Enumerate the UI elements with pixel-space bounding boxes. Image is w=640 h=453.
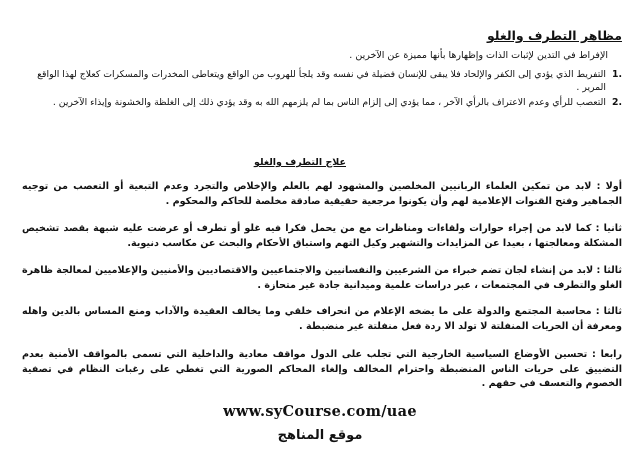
footer-url: www.syCourse.com/uae [223,403,417,420]
list-item-text: التفريط الذي يؤدي إلى الكفر والإلحاد فلا يبقى للإنسان فضيلة في نفسه وقد يلجأ للهروب من الواقع ويتعاطى المخدرات والمسكرات كعلاج لهذا الواقع المرير . [37,69,606,93]
paragraph: أولا : لابد من تمكين العلماء الربانيين المخلصين والمشهود لهم بالعلم والإخلاص والتجرد وعدم التبعية أو التعصب من توجيه الجماهير وفتح القنوات الإعلامية لهم وأن يكونوا مرجعية حقيقية صادقة مخلصة للحاكم والمحكوم . [22,181,622,207]
footer-site-name: موقع المناهج [277,428,363,443]
list-item-text: التعصب للرأي وعدم الاعتراف بالرأي الآخر ، مما يؤدي إلى إلزام الناس بما لم يلزمهم الله به وقد يؤدي ذلك إلى الغلظة والخشونة وإيذاء الآخرين . [52,97,606,108]
list-item [22,68,622,94]
paragraph: ثالثا : محاسبة المجتمع والدولة على ما يضخه الإعلام من انحراف خلقي وما يخالف العقيدة والآداب ومنع المساس بالدين واهله ومعرفة أن الحريات المنفلتة لا تولد الا ردة فعل منفلتة غير منضبطة . [22,306,622,332]
list-item-number: 1. [611,69,622,80]
list-item-number: 2. [611,97,622,108]
paragraph: ثانيا : كما لابد من إجراء حوارات ولقاءات ومناظرات مع من يحمل فكرا فيه غلو أو تطرف أو عرضت عليه شبهة بقصد تشخيص المشكلة ومعالجتها ، بعيدا عن المزايدات والتشهير وكيل التهم واستباق الأحكام والبحث عن مكاسب دنيوية. [22,223,622,249]
section-title: علاج التطرف والغلو [254,157,346,168]
list-item [22,96,622,109]
paragraph: رابعا : تحسين الأوضاع السياسية الخارجية التي تجلب على الدول مواقف معادية والداخلية التي تسمى بالمواقف الأمنية بعدم التضييق على حريات الناس المنضبطة واحترام المخالف وإلغاء المحاكم الصورية التي تغطي على رغبات النظام في تصفية الخصوم والتعسف في حقهم . [22,349,622,389]
page-title: مظاهر التطرف والغلو [486,28,622,43]
intro-text: الإفراط في التدين لإثبات الذات وإظهارها بأنها مميزة عن الآخرين . [349,50,608,61]
paragraph: ثالثا : لابد من إنشاء لجان تضم خبراء من الشرعيين والنفسانيين والاجتماعيين والاقتصاديين والأمنيين والإعلاميين لمعالجة ظاهرة الغلو والتطرف في المجتمعات ، عبر دراسات علمية وميدانية جادة غير متحازة . [22,265,622,291]
